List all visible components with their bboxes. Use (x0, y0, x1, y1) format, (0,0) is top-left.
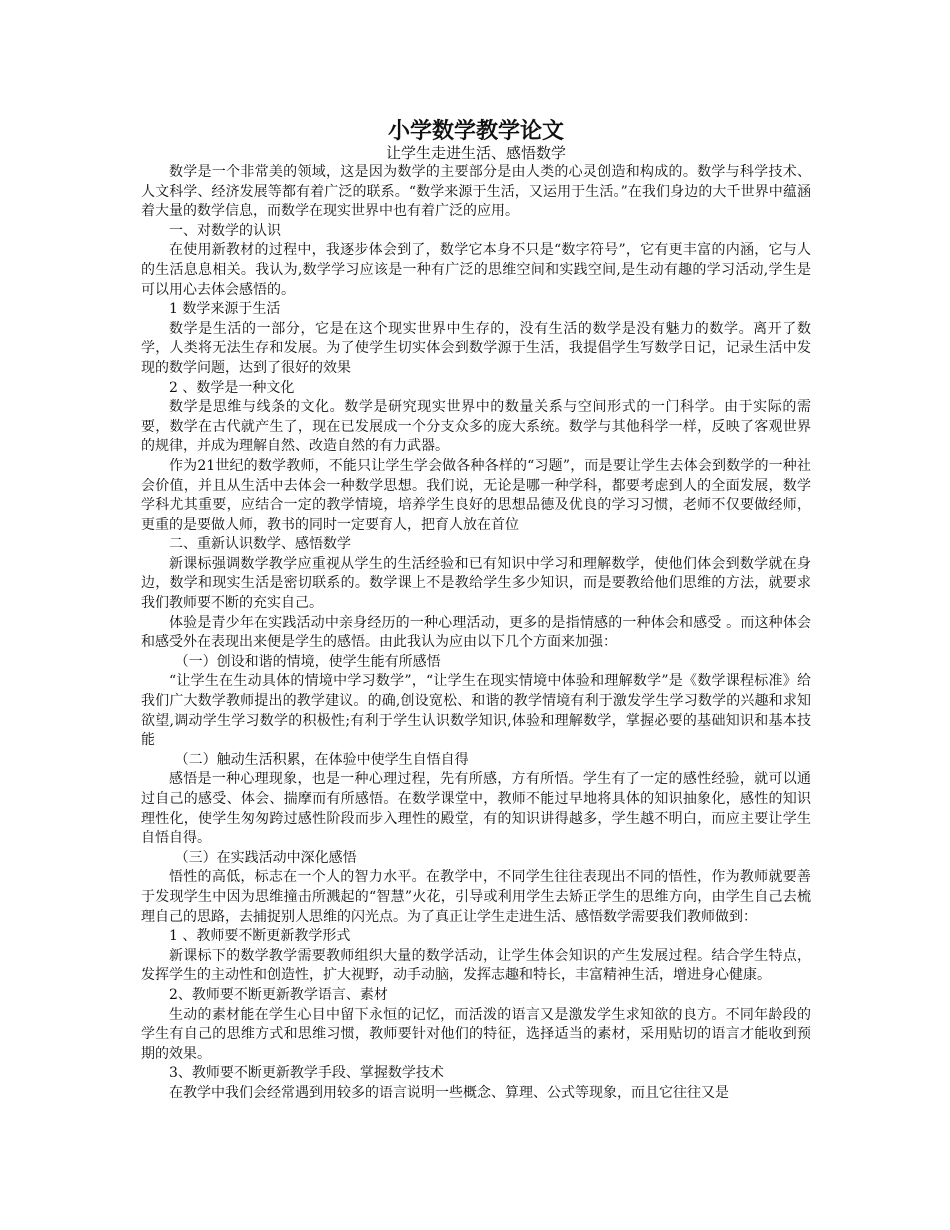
paragraph: 新课标下的数学教学需要教师组织大量的数学活动，让学生体会知识的产生发展过程。结合学生特点，发挥学生的主动性和创造性，扩大视野，动手动脑，发挥志趣和特长，丰富精神生活，增进身心健康。 (141, 947, 811, 984)
section-heading: 1 、教师要不断更新教学形式 (169, 928, 351, 945)
section-heading: （一）创设和谐的情境，使学生能有所感悟 (174, 653, 441, 670)
section-heading: （二）触动生活积累，在体验中使学生自悟自得 (174, 751, 469, 768)
document-subtitle: 让学生走进生活、感悟数学 (385, 144, 566, 162)
section-heading: 3、教师要不断更新教学手段、掌握数学技术 (169, 1065, 444, 1082)
paragraph: 悟性的高低，标志在一个人的智力水平。在教学中，不同学生往往表现出不同的悟性，作为教师就要善于发现学生中因为思维撞击所溅起的“智慧”火花，引导或利用学生去矫正学生的思维方向，由学生自己去梳理自己的思路，去捕捉别人思维的闪光点。为了真正让学生走进生活、感悟数学需要我们教师做到： (141, 869, 811, 925)
document-blocks (141, 163, 811, 1104)
paragraph: 体验是青少年在实践活动中亲身经历的一种心理活动，更多的是指情感的一种体会和感受 。而这种体会和感受外在表现出来便是学生的感悟。由此我认为应由以下几个方面来加强： (141, 614, 811, 651)
section-heading: 1 数学来源于生活 (169, 301, 281, 318)
paragraph: 新课标强调数学教学应重视从学生的生活经验和已有知识中学习和理解数学，使他们体会到数学就在身边，数学和现实生活是密切联系的。数学课上不是教给学生多少知识，而是要教给他们思维的方法，就要求我们教师要不断的充实自己。 (141, 555, 811, 612)
paragraph: 作为21世纪的数学教师，不能只让学生学会做各种各样的“习题”，而是要让学生去体会到数学的一种社会价值，并且从生活中去体会一种数学思想。我们说，无论是哪一种学科，都要考虑到人的全面发展，数学学科尤其重要，应结合一定的教学情境，培养学生良好的思想品德及优良的学习习惯，老师不仅要做经师，更重的是要做人师，教书的同时一定要育人，把育人放在首位 (141, 457, 811, 533)
paragraph: 数学是生活的一部分，它是在这个现实世界中生存的，没有生活的数学是没有魅力的数学。离开了数学，人类将无法生存和发展。为了使学生切实体会到数学源于生活，我提倡学生写数学日记，记录生活中发现的数学问题，达到了很好的效果 (141, 320, 811, 376)
paragraph: 数学是思维与线条的文化。数学是研究现实世界中的数量关系与空间形式的一门科学。由于实际的需要，数学在古代就产生了，现在已发展成一个分支众多的庞大系统。数学与其他科学一样，反映了客观世界的规律，并成为理解自然、改造自然的有力武器。 (141, 399, 811, 455)
section-heading: 二、重新认识数学、感悟数学 (169, 536, 351, 553)
section-heading: （三）在实践活动中深化感悟 (174, 849, 357, 866)
paragraph: 生动的素材能在学生心目中留下永恒的记忆，而活泼的语言又是激发学生求知欲的良方。不同年龄段的学生有自己的思维方式和思维习惯，教师要针对他们的特征，选择适当的素材，采用贴切的语言才能收到预期的效果。 (141, 1006, 811, 1062)
paragraph: 在使用新教材的过程中，我逐步体会到了，数学它本身不只是“数字符号”，它有更丰富的内涵，它与人的生活息息相关。我认为,数学学习应该是一种有广泛的思维空间和实践空间,是生动有趣的学习活动,学生是可以用心去体会感悟的。 (141, 242, 811, 298)
paragraph: “让学生在生动具体的情境中学习数学”，“让学生在现实情境中体验和理解数学”是《数学课程标准》给我们广大数学教师提出的教学建议。的确,创设宽松、和谐的教学情境有利于激发学生学习数学的兴趣和求知欲望,调动学生学习数学的积极性;有利于学生认识数学知识,体验和理解数学，掌握必要的基础知识和基本技能 (141, 673, 811, 749)
section-heading: 一、对数学的认识 (169, 222, 281, 239)
document-body (141, 118, 811, 1104)
paragraph: 感悟是一种心理现象，也是一种心理过程，先有所感，方有所悟。学生有了一定的感性经验，就可以通过自己的感受、体会、揣摩而有所感悟。在数学课堂中，教师不能过早地将具体的知识抽象化，感性的知识理性化，使学生匆匆跨过感性阶段而步入理性的殿堂，有的知识讲得越多，学生越不明白，而应主要让学生自悟自得。 (141, 771, 811, 847)
paragraph: 在教学中我们会经常遇到用较多的语言说明一些概念、算理、公式等现象，而且它往往又是 (169, 1084, 729, 1101)
section-heading: 2 、数学是一种文化 (169, 379, 295, 396)
paragraph: 数学是一个非常美的领域，这是因为数学的主要部分是由人类的心灵创造和构成的。数学与科学技术、人文科学、经济发展等都有着广泛的联系。“数学来源于生活，又运用于生活。”在我们身边的大千世界中蕴涵着大量的数学信息，而数学在现实世界中也有着广泛的应用。 (141, 164, 811, 220)
document-title: 小学数学教学论文 (387, 118, 564, 144)
section-heading: 2、教师要不断更新教学语言、素材 (169, 986, 388, 1003)
